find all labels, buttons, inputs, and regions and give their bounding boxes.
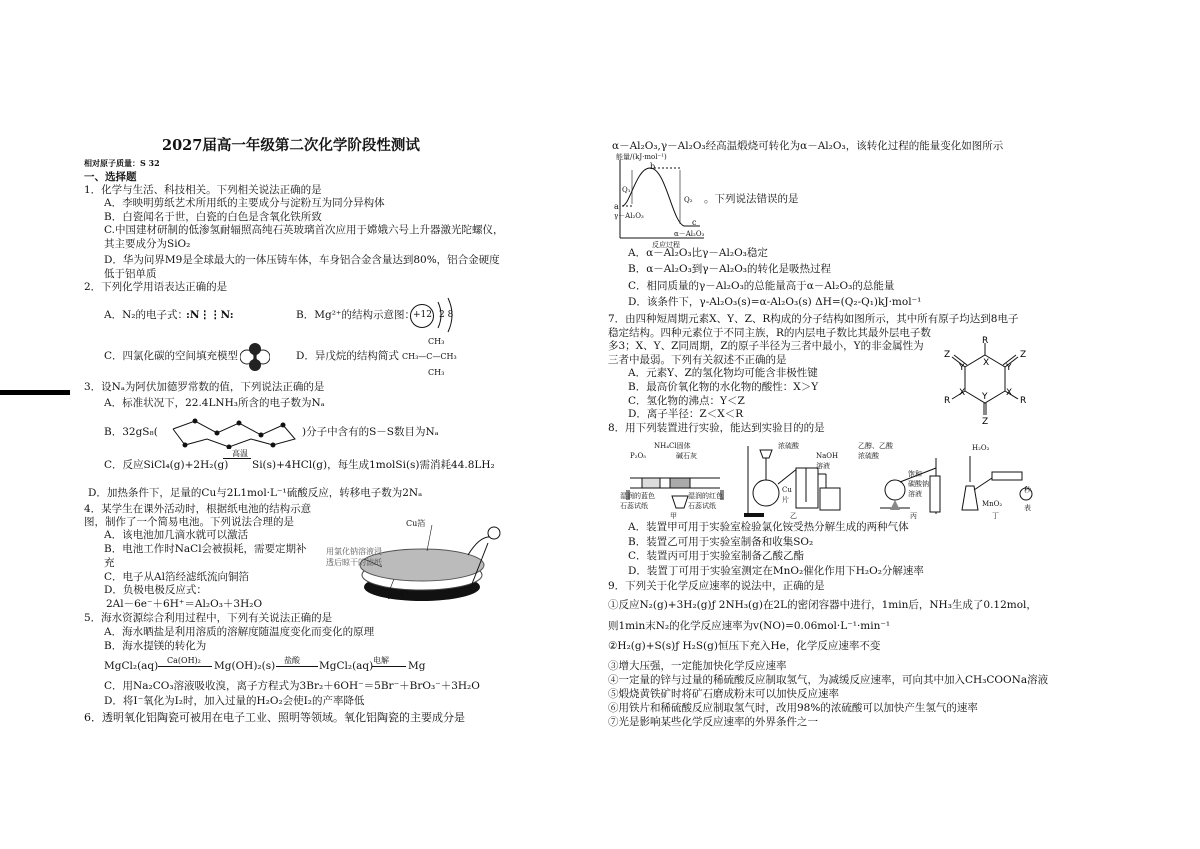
- svg-text:Z: Z: [1020, 350, 1027, 360]
- q3-option-c-start: C．反应SiCl₄(g)+2H₂(g): [104, 459, 229, 471]
- al-foil-label: Al箔: [388, 592, 405, 601]
- apparatus-bing-label: 丙: [910, 512, 917, 520]
- q4-stem-cont: 图，制作了一个简易电池。下列说法合理的是: [84, 516, 294, 528]
- q7-stem: 7．由四种短周期元素X、Y、Z、R构成的分子结构如图所示，其中所有原子均达到8电子: [608, 313, 1019, 325]
- q2-stem: 2．下列化学用语表达正确的是: [84, 281, 228, 293]
- mg-process-step-4: Mg: [408, 660, 426, 672]
- q4-stem: 4．某学生在课外活动时，根据纸电池的结构示意: [84, 503, 312, 515]
- exam-title: 2027届高一年级第二次化学阶段性测试: [162, 137, 420, 154]
- svg-text:X: X: [983, 358, 990, 368]
- q7-option-c: C．氢化物的沸点：Y＜Z: [628, 395, 745, 407]
- q3-option-b-start: B．32gS₈(: [104, 426, 158, 438]
- q3-option-a: A．标准状况下，22.4LNH₃所含的电子数为Nₐ: [104, 397, 325, 409]
- q6-option-c: C．相同质量的γ－Al₂O₃的总能量高于α－Al₂O₃的总能量: [628, 280, 895, 292]
- q7-option-a: A．元素Y、Z的氢化物均可能含非极性键: [628, 367, 818, 379]
- q9-item-2: ②H₂(g)+S(s)ƒ H₂S(g)恒压下充入He，化学反应速率不变: [608, 640, 881, 652]
- q9-item-5: ⑤煅烧黄铁矿时将矿石磨成粉末可以加快反应速率: [608, 688, 839, 700]
- blue-litmus-1: 湿润的蓝色: [620, 492, 655, 500]
- naoh-label-2: 溶液: [816, 462, 830, 470]
- mg-reagent-1: Ca(OH)₂: [167, 656, 201, 665]
- point-a-label: a: [614, 202, 619, 211]
- q3-option-c-end: Si(s)+4HCl(g)，每生成1molSi(s)需消耗44.8LH₂: [252, 459, 495, 471]
- alpha-label: α－Al₂O₃: [674, 230, 705, 238]
- isopentane-main: CH₃—C—CH₃: [402, 352, 457, 361]
- q8-option-a: A．装置甲可用于实验室检验氯化铵受热分解生成的两种气体: [628, 521, 909, 533]
- arrow-1: [158, 666, 212, 667]
- mg-nucleus-label: +12: [413, 310, 432, 320]
- q4-electrode-equation: 2Al－6e⁻＋6H⁺＝Al₂O₃＋3H₂O: [106, 598, 263, 610]
- ethanol-acid-label: 乙醇、乙酸: [858, 442, 893, 450]
- q1-option-c: C.中国建材研制的低渗氢耐辐照高纯石英玻璃首次应用于嫦娥六号上升器激光陀螺仪，: [104, 224, 504, 236]
- q6-stem-end: 。下列说法错误的是: [704, 193, 799, 205]
- q6-stem: 6．透明氧化铝陶瓷可被用在电子工业、照明等领域。氧化铝陶瓷的主要成分是: [84, 711, 465, 724]
- q3-option-d: D．加热条件下，足量的Cu与2L1mol·L⁻¹硫酸反应，转移电子数为2Nₐ: [88, 487, 423, 499]
- q5-option-d: D．将I⁻氧化为I₂时，加入过量的H₂O₂会使I₂的产率降低: [104, 695, 365, 707]
- nh4cl-label: NH₄Cl固体: [654, 442, 691, 450]
- q1-option-c-cont: 其主要成分为SiO₂: [104, 238, 191, 250]
- q9-stem: 9．下列关于化学反应速率的说法中，正确的是: [608, 580, 825, 592]
- q9-item-3: ③增大压强，一定能加快化学反应速率: [608, 660, 787, 672]
- ccl4-space-filling-model: [240, 342, 270, 372]
- q5-stem: 5．海水资源综合利用过程中，下列有关说法正确的是: [84, 612, 333, 624]
- q9-item-6: ⑥用铁片和稀硫酸反应制取氢气时，改用98%的浓硫酸可以加快产生氢气的速率: [608, 702, 978, 714]
- stopwatch-label-2: 表: [1024, 504, 1031, 512]
- mg-process-step-1: MgCl₂(aq): [104, 660, 159, 672]
- naoh-label-1: NaOH: [816, 452, 839, 460]
- mno2-label: MnO₂: [982, 500, 1003, 508]
- apparatus-ding-label: 丁: [992, 512, 999, 520]
- q4-option-a: A．该电池加几滴水就可以激活: [104, 529, 249, 541]
- q2-option-a: A．N₂的电子式：: [104, 309, 188, 321]
- q8-option-d: D．装置丁可用于实验室测定在MnO₂催化作用下H₂O₂分解速率: [628, 565, 924, 577]
- blue-litmus-2: 石蕊试纸: [620, 502, 648, 510]
- condition-bar: [223, 458, 251, 459]
- mg-ion-structure-diagram: [410, 296, 470, 336]
- q1-option-a: A．李映明剪纸艺术所用纸的主要成分与淀粉互为同分异构体: [104, 197, 385, 209]
- q6-option-a: A．α－Al₂O₃比γ－Al₂O₃稳定: [628, 247, 768, 259]
- point-c-label: c: [692, 218, 697, 227]
- filter-paper-label-2: 透后晾干的滤纸: [326, 558, 382, 567]
- q2-option-b: B．Mg²⁺的结构示意图：: [296, 309, 415, 321]
- svg-text:Y: Y: [959, 363, 965, 373]
- q3-option-b-end: )分子中含有的S－S数目为Nₐ: [302, 426, 439, 438]
- q6-option-d: D．该条件下，γ-Al₂O₃(s)=α-Al₂O₃(s) ΔH=(Q₂-Q₁)kJ·mol⁻¹: [628, 296, 922, 308]
- h2o2-label: H₂O₂: [972, 444, 990, 452]
- isopentane-top: CH₃: [428, 337, 445, 346]
- q5-option-a: A．海水晒盐是利用溶质的溶解度随温度变化而变化的原理: [104, 626, 375, 638]
- svg-text:Y: Y: [1006, 363, 1012, 373]
- apparatus-yi-label: 乙: [790, 512, 797, 520]
- gamma-label: γ－Al₂O₃: [614, 212, 644, 220]
- point-b-label: b: [650, 162, 656, 171]
- na2co3-label-1: 饱和: [908, 470, 922, 478]
- energy-diagram: [612, 154, 707, 250]
- red-litmus-2: 石蕊试纸: [688, 502, 716, 510]
- ester-h2so4-label: 浓硫酸: [858, 452, 879, 460]
- q1-stem: 1．化学与生活、科技相关。下列相关说法正确的是: [84, 184, 322, 196]
- q2-option-c: C．四氯化碳的空间填充模型: [104, 350, 239, 362]
- q7-option-d: D．离子半径：Z＜X＜R: [628, 408, 744, 420]
- q9-item-1: ①反应N₂(g)+3H₂(g)ƒ 2NH₃(g)在2L的密闭容器中进行，1min后，NH₃生成了0.12mol，: [608, 599, 1037, 611]
- mg-process-step-2: Mg(OH)₂(s): [214, 660, 276, 672]
- q7-stem-3: 多3；X、Y、Z同周期，Z的原子半径为三者中最小，Y的非金属性为: [608, 340, 924, 352]
- svg-text:X: X: [959, 388, 966, 398]
- q8-option-c: C．装置丙可用于实验室制备乙酸乙酯: [628, 550, 805, 562]
- q2-label: Q₂: [684, 196, 693, 204]
- q1-option-d-cont: 低于铝单质: [104, 268, 157, 280]
- xyzr-molecule-structure: [940, 335, 1030, 425]
- n2-electron-formula: :N⋮⋮N:: [186, 309, 234, 321]
- p2o5-label: P₂O₅: [630, 452, 647, 460]
- conc-h2so4-label: 浓硫酸: [778, 442, 799, 450]
- na2co3-label-2: 碳酸钠: [908, 480, 929, 488]
- s8-ring-structure: [167, 417, 302, 449]
- arrow-3: [372, 666, 406, 667]
- q4-option-c: C．电子从Al箔经滤纸流向铜箔: [104, 571, 249, 583]
- energy-y-label: 能量/(kJ·mol⁻¹): [616, 153, 667, 161]
- q4-option-b: B．电池工作时NaCl会被损耗，需要定期补: [104, 543, 307, 555]
- isopentane-bottom: CH₃: [428, 368, 445, 377]
- mg-shell-electrons: 2 8: [439, 310, 454, 320]
- q9-item-4: ④一定量的锌与过量的稀硫酸反应制取氢气，为减缓反应速率，可向其中加入CH₃COONa溶液: [608, 674, 1049, 686]
- q5-option-b: B．海水提镁的转化为: [104, 640, 207, 652]
- svg-text:X: X: [1006, 388, 1013, 398]
- q3-reaction-condition: 高温: [232, 449, 248, 458]
- svg-text:R: R: [982, 336, 989, 346]
- na2co3-label-3: 溶液: [908, 490, 922, 498]
- apparatus-figure: [620, 438, 1040, 520]
- mg-reagent-2: 盐酸: [284, 656, 300, 665]
- right-column: [600, 0, 1200, 849]
- energy-x-label: 反应过程: [652, 241, 680, 249]
- cu-pian-label: 片: [782, 496, 789, 504]
- q7-option-b: B．最高价氧化物的水化物的酸性：X＞Y: [628, 381, 819, 393]
- svg-text:R: R: [1020, 396, 1027, 406]
- q1-option-b: B．白瓷闻名于世，白瓷的白色是含氧化铁所致: [104, 211, 322, 223]
- apparatus-jia-label: 甲: [670, 512, 677, 520]
- q6-option-b: B．α－Al₂O₃到γ－Al₂O₃的转化是吸热过程: [628, 263, 832, 275]
- q7-stem-2: 稳定结构。四种元素位于不同主族，R的内层电子数比其最外层电子数: [608, 327, 931, 339]
- mg-process-step-3: MgCl₂(aq): [319, 660, 374, 672]
- cu-label: Cu: [782, 486, 792, 494]
- q1-label: Q₁: [622, 186, 631, 194]
- section-heading: 一、选择题: [84, 171, 137, 183]
- q9-item-7: ⑦光是影响某些化学反应速率的外界条件之一: [608, 716, 818, 728]
- q1-option-d: D．华为问界M9是全球最大的一体压铸车体，车身铝合金含量达到80%，铝合金硬度: [104, 254, 500, 266]
- q5-option-c: C．用Na₂CO₃溶液吸收溴，离子方程式为3Br₂＋6OH⁻＝5Br⁻＋BrO₃⁻＋3H₂O: [104, 680, 480, 692]
- q4-option-d: D．负极电极反应式：: [104, 584, 207, 596]
- q8-option-b: B．装置乙可用于实验室制备和收集SO₂: [628, 536, 814, 548]
- q3-stem: 3．设Nₐ为阿伏加德罗常数的值，下列说法正确的是: [84, 381, 325, 393]
- soda-lime-label: 碱石灰: [676, 452, 697, 460]
- cu-foil-label: Cu箔: [406, 519, 426, 528]
- stopwatch-label-1: 秒: [1024, 486, 1031, 494]
- svg-text:Y: Y: [982, 392, 988, 402]
- q9-item-1-cont: 则1min末N₂的化学反应速率为v(NO)=0.06mol·L⁻¹·min⁻¹: [608, 620, 891, 632]
- filter-paper-label-1: 用氯化钠溶液浸: [326, 547, 382, 556]
- svg-text:R: R: [944, 396, 951, 406]
- arrow-2: [276, 666, 318, 667]
- svg-text:Z: Z: [944, 350, 951, 360]
- red-litmus-1: 湿润的红色: [688, 492, 723, 500]
- q2-option-d: D．异戊烷的结构简式: [296, 350, 399, 362]
- q4-option-b-cont: 充: [104, 557, 115, 569]
- atomic-mass-note: 相对原子质量：S 32: [84, 158, 160, 168]
- q6-stem-cont: α－Al₂O₃,γ－Al₂O₃经高温煅烧可转化为α－Al₂O₃，该转化过程的能量变化如图所示: [612, 140, 1004, 152]
- q8-stem: 8．用下列装置进行实验，能达到实验目的的是: [608, 422, 825, 434]
- q7-stem-4: 三者中最弱。下列有关叙述不正确的是: [608, 354, 787, 366]
- paper-battery-diagram: [322, 515, 512, 605]
- mg-reagent-3: 电解: [373, 656, 389, 665]
- svg-text:Z: Z: [982, 417, 989, 425]
